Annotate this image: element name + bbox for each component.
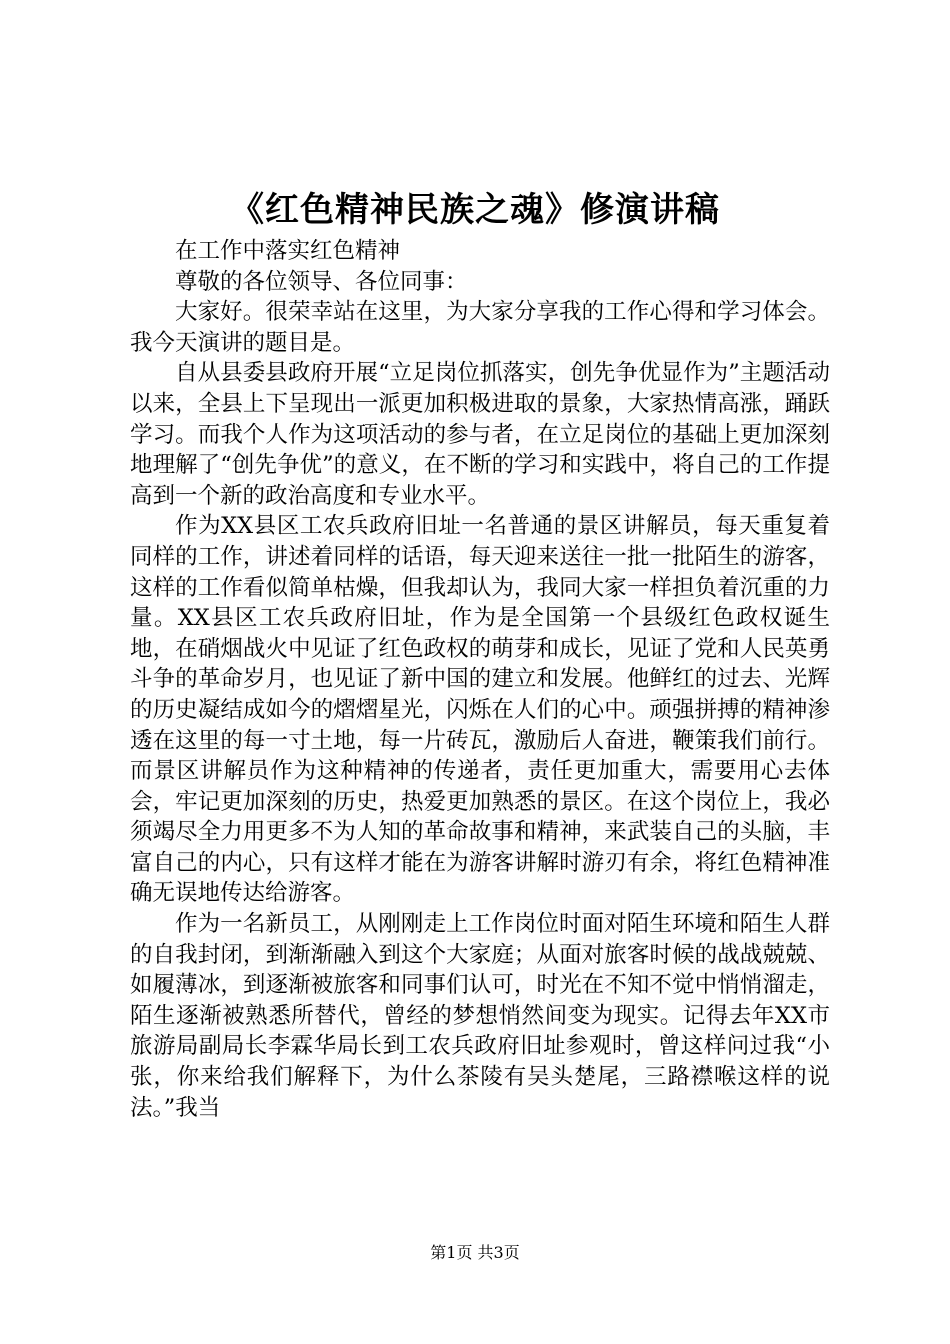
document-body bbox=[130, 236, 830, 1123]
speech-subtitle: 在工作中落实红色精神 bbox=[175, 238, 401, 264]
paragraph-activity: 自从县委县政府开展“立足岗位抓落实，创先争优显作为”主题活动以来，全县上下呈现出一派更加积极进取的景象，大家热情高涨，踊跃学习。而我个人作为这项活动的参与者，在立足岗位的基础上更加深刻地理解了“创先争优”的意义，在不断的学习和实践中，将自己的工作提高到一个新的政治高度和专业水平。 bbox=[130, 360, 830, 509]
paragraph-new-employee: 作为一名新员工，从刚刚走上工作岗位时面对陌生环境和陌生人群的自我封闭，到渐渐融入到这个大家庭；从面对旅客时候的战战兢兢、如履薄冰，到逐渐被旅客和同事们认可，时光在不知不觉中悄悄溜走，陌生逐渐被熟悉所替代，曾经的梦想悄然间变为现实。记得去年XX市旅游局副局长李霖华局长到工农兵政府旧址参观时，曾这样问过我“小张，你来给我们解释下，为什么茶陵有吴头楚尾，三路襟喉这样的说法。”我当 bbox=[130, 911, 830, 1121]
salutation: 尊敬的各位领导、各位同事： bbox=[175, 268, 468, 295]
paragraph-guide-role: 作为XX县区工农兵政府旧址一名普通的景区讲解员，每天重复着同样的工作，讲述着同样的话语，每天迎来送往一批一批陌生的游客，这样的工作看似简单枯燥，但我却认为，我同大家一样担负着沉重的力量。XX县区工农兵政府旧址，作为是全国第一个县级红色政权诞生地，在硝烟战火中见证了红色政权的萌芽和成长，见证了党和人民英勇斗争的革命岁月，也见证了新中国的建立和发展。他鲜红的过去、光辉的历史凝结成如今的熠熠星光，闪烁在人们的心中。顽强拼搏的精神渗透在这里的每一寸土地，每一片砖瓦，激励后人奋进，鞭策我们前行。而景区讲解员作为这种精神的传递者，责任更加重大，需要用心去体会，牢记更加深刻的历史，热爱更加熟悉的景区。在这个岗位上，我必须竭尽全力用更多不为人知的革命故事和精神，来武装自己的头脑，丰富自己的内心，只有这样才能在为游客讲解时游刃有余，将红色精神准确无误地传达给游客。 bbox=[130, 513, 830, 907]
paragraph-greeting: 大家好。很荣幸站在这里，为大家分享我的工作心得和学习体会。我今天演讲的题目是。 bbox=[130, 299, 830, 356]
page-footer: 第1页 共3页 bbox=[430, 1243, 520, 1262]
document-title: 《红色精神民族之魂》修演讲稿 bbox=[230, 190, 720, 230]
